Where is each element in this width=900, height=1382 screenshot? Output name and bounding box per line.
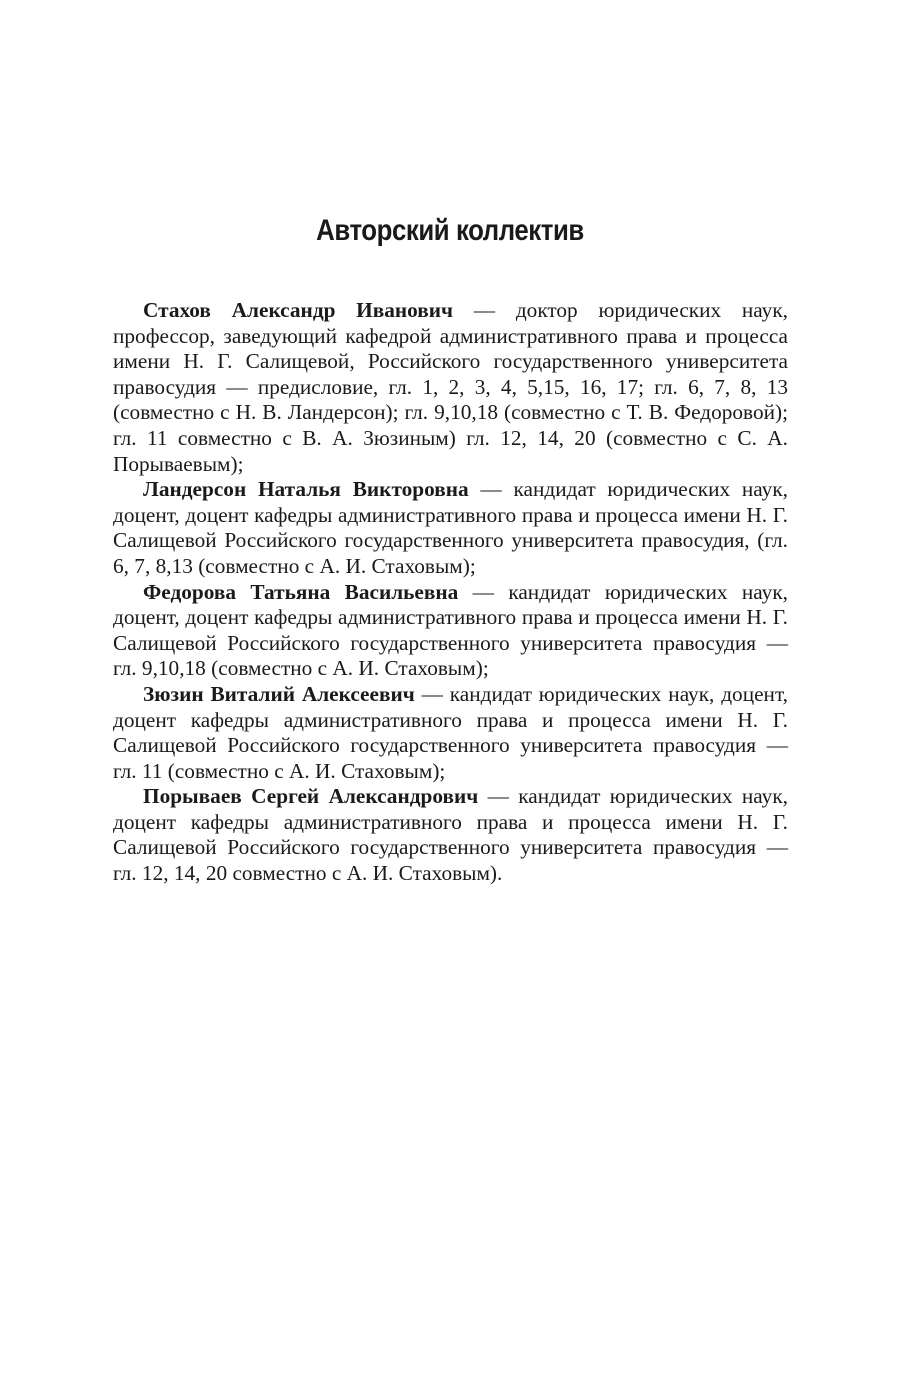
author-entry: [113, 580, 788, 682]
author-entry: [113, 784, 788, 886]
author-name: Зюзин Виталий Алексеевич: [143, 681, 415, 706]
author-description: — кандидат юридических наук, доцент, доцент кафедры административного права и процесса имени Н. Г. Салищевой Российского государственного университета правосудия — гл. 9,10,18 (совместно с А. И. Стаховым);: [113, 579, 788, 681]
author-name: Федорова Татьяна Васильевна: [143, 579, 459, 604]
author-description: — кандидат юридических наук, доцент, доцент кафедры административного права и процесса имени Н. Г. Салищевой Российского государственного университета правосудия — гл. 11 (совместно с А. И. Стаховым);: [113, 681, 788, 783]
author-entry: [113, 477, 788, 579]
page-title: Авторский коллектив: [316, 214, 584, 247]
author-description: — кандидат юридических наук, доцент, доцент кафедры административного права и процесса имени Н. Г. Салищевой Российского государственного университета правосудия, (гл. 6, 7, 8,13 (совместно с А. И. Стаховым);: [113, 477, 788, 578]
author-entry: [113, 682, 788, 784]
author-description: — доктор юридических наук, профессор, заведующий кафедрой административного права и процесса имени Н. Г. Салищевой, Российского государственного университета правосудия — предисловие, гл. 1, 2, 3, 4, 5,15, 16, 17; гл. 6, 7, 8, 13 (совместно с Н. В. Ландерсон); гл. 9,10,18 (совместно с Т. В. Федоровой); гл. 11 совместно с В. А. Зюзиным) гл. 12, 14, 20 (совместно с С. А. Порываевым);: [113, 298, 788, 476]
author-name: Ландерсон Наталья Викторовна: [143, 477, 469, 502]
author-entry: [113, 298, 788, 477]
author-description: — кандидат юридических наук, доцент кафедры административного права и процесса имени Н. Г. Салищевой Российского государственного университета правосудия — гл. 12, 14, 20 совместно с А. И. Стаховым).: [113, 784, 788, 886]
author-list: [113, 298, 788, 887]
author-name: Порываев Сергей Александрович: [143, 784, 479, 809]
author-name: Стахов Александр Иванович: [143, 298, 454, 322]
